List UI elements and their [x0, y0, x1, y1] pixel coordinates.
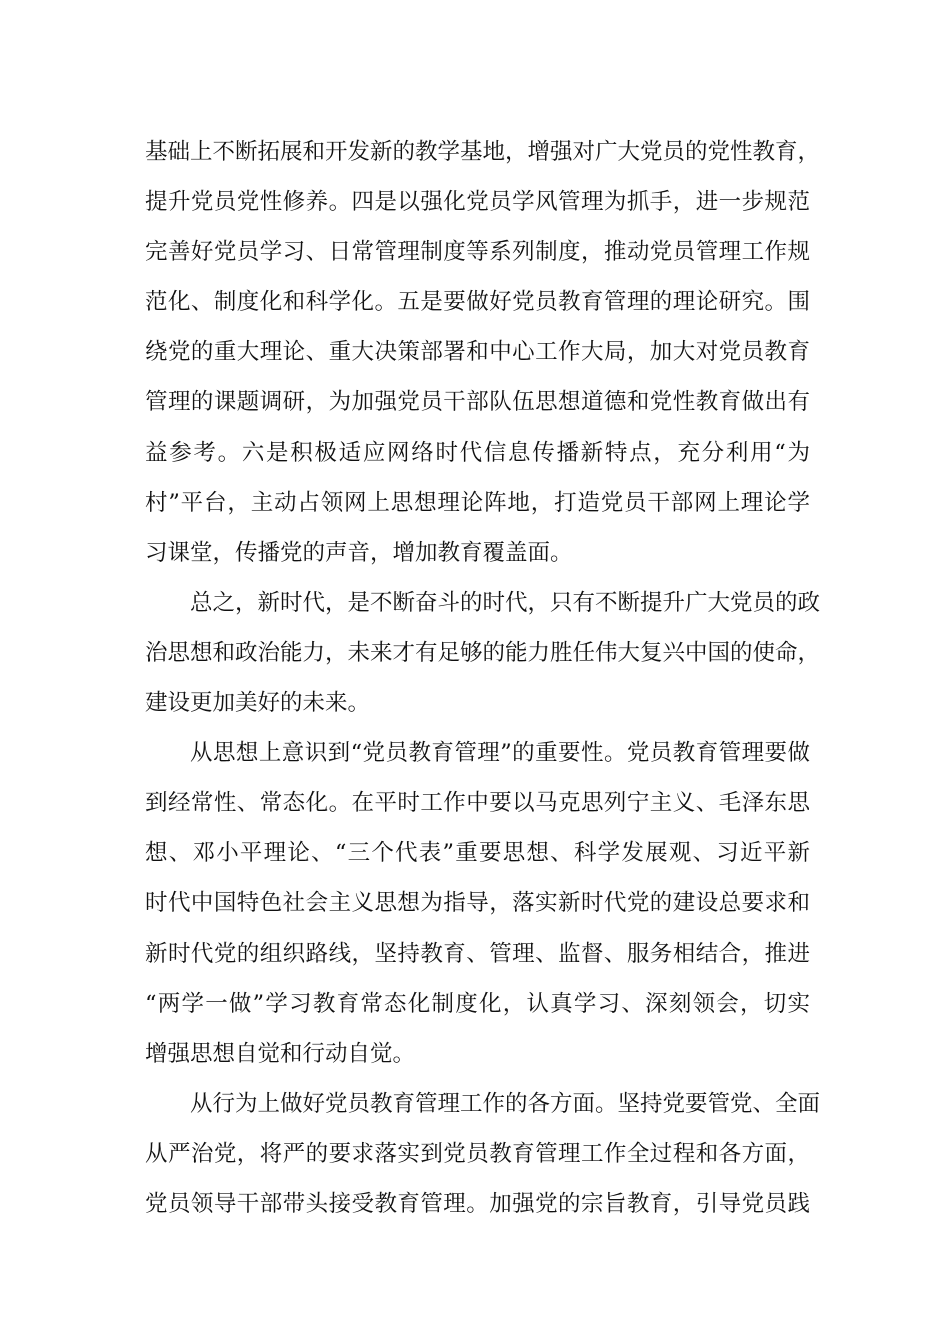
text-line: 党员领导干部带头接受教育管理。加强党的宗旨教育，引导党员践: [145, 1190, 810, 1217]
text-line: 益参考。六是积极适应网络时代信息传播新特点，充分利用“为: [145, 439, 810, 466]
paragraph-4: [145, 1079, 821, 1229]
text-line: 总之，新时代，是不断奋斗的时代，只有不断提升广大党员的政: [190, 589, 821, 616]
text-line: 村”平台，主动占领网上思想理论阵地，打造党员干部网上理论学: [145, 489, 810, 516]
text-line: 范化、制度化和科学化。五是要做好党员教育管理的理论研究。围: [145, 289, 810, 316]
text-line: 提升党员党性修养。四是以强化党员学风管理为抓手，进一步规范: [145, 189, 810, 216]
text-line: 习课堂，传播党的声音，增加教育覆盖面。: [145, 539, 573, 566]
paragraph-1: [145, 127, 821, 578]
text-line: 想、邓小平理论、“三个代表”重要思想、科学发展观、习近平新: [145, 840, 810, 867]
text-line: “两学一做”学习教育常态化制度化，认真学习、深刻领会，切实: [145, 990, 810, 1017]
text-line: 从行为上做好党员教育管理工作的各方面。坚持党要管党、全面: [190, 1090, 821, 1117]
paragraph-3: [145, 728, 810, 1079]
text-line: 到经常性、常态化。在平时工作中要以马克思列宁主义、毛泽东思: [145, 790, 810, 817]
text-line: 新时代党的组织路线，坚持教育、管理、监督、服务相结合，推进: [145, 940, 810, 967]
text-line: 治思想和政治能力，未来才有足够的能力胜任伟大复兴中国的使命，: [145, 639, 821, 666]
text-line: 基础上不断拓展和开发新的教学基地，增强对广大党员的党性教育，: [145, 139, 821, 165]
paragraph-2: [145, 578, 821, 728]
text-line: 时代中国特色社会主义思想为指导，落实新时代党的建设总要求和: [145, 890, 810, 917]
text-line: 从严治党，将严的要求落实到党员教育管理工作全过程和各方面，: [145, 1140, 810, 1167]
text-line: 建设更加美好的未来。: [145, 690, 371, 717]
text-line: 绕党的重大理论、重大决策部署和中心工作大局，加大对党员教育: [145, 339, 810, 366]
text-line: 增强思想自觉和行动自觉。: [145, 1040, 416, 1067]
text-line: 完善好党员学习、日常管理制度等系列制度，推动党员管理工作规: [145, 239, 810, 266]
text-line: 从思想上意识到“党员教育管理”的重要性。党员教育管理要做: [190, 740, 810, 767]
text-line: 管理的课题调研，为加强党员干部队伍思想道德和党性教育做出有: [145, 389, 810, 416]
body-text: [145, 127, 821, 1229]
